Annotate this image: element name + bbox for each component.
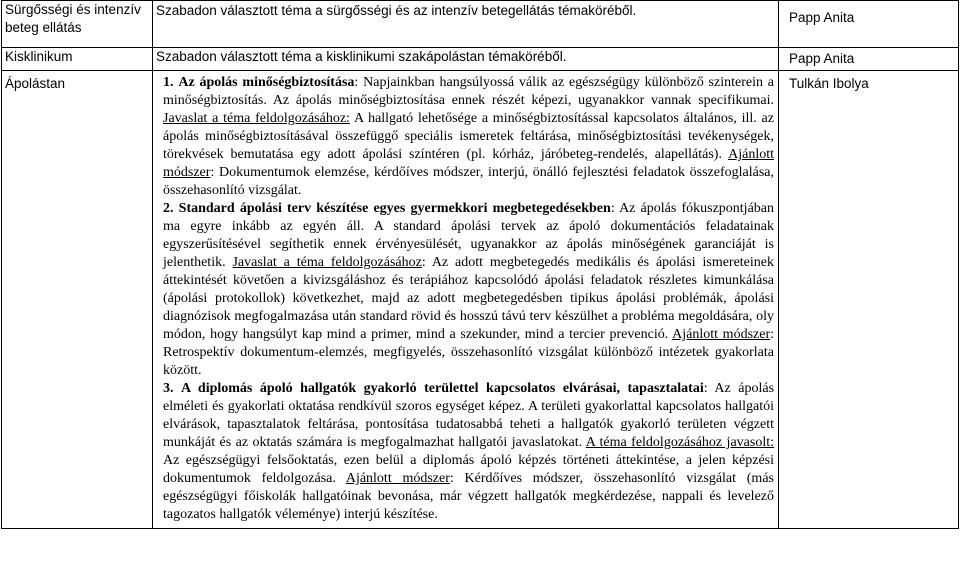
topic-title: Standard ápolási terv készítése egyes gyermekkori megbetegedésekben [178, 201, 611, 216]
method-label: Ajánlott módszer [345, 471, 450, 486]
topic-cell: Szabadon választott téma a sürgősségi és az intenzív betegellátás témaköréből. [153, 1, 779, 48]
method-label: Ajánlott módszer [672, 327, 771, 342]
suggestion-text: A hallgató lehetősége a minőségbiztosítással kapcsolatos általános, ill. az ápolás minőségbiztosításával összefüggő speciális ismeretek feltárása, minőségbiztosítási tevékenységek, törekvések bemutatása egy adott ápolási színtéren (pl. kórház, járóbeteg-rendelés, alapellátás). [163, 111, 774, 162]
table-row [2, 71, 959, 529]
category-cell: Sürgősségi és intenzív beteg ellátás [2, 1, 153, 48]
topic-details-cell [153, 71, 779, 529]
table-row [2, 1, 959, 48]
method-text: : Dokumentumok elemzése, kérdőíves módszer, interjú, önálló fejlesztési feladatok összefoglalása, összehasonlító vizsgálat. [163, 165, 774, 198]
topic-title: A diplomás ápoló hallgatók gyakorló területtel kapcsolatos elvárásai, tapasztalatai [181, 381, 704, 396]
teacher-cell: Papp Anita [779, 1, 959, 48]
method-text: : Retrospektív dokumentum-elemzés, megfigyelés, összehasonlító vizsgálat különböző intézetek gyakorlata között. [163, 327, 775, 378]
thesis-topics-table [1, 0, 959, 529]
teacher-cell: Papp Anita [779, 48, 959, 71]
topic-intro: : Az ápolás fókuszpontjában ma egyre inkább az egyén áll. A standard ápolási tervek az ápoló dokumentációs feladatainak egyszerűsítésével segíthetik ennek érvényesülését, ugyanakkor az ápolás minőségének garanciáját is jelenthetik. [163, 201, 774, 270]
suggestion-text: : Az adott megbetegedés medikális és ápolási ismereteinek áttekintését követően a kivizsgáláshoz és terápiához kapcsolódó ápolási feladatok részletes kimunkálása (ápolási protokollok) következhet, majd az adott megbetegedésben tipikus ápolási problémák, ápolási diagnózisok megfogalmazása után standard rövid és hosszú távú terv készülhet a probléma megoldására, oly módon, hogy hangsúlyt kap mind a primer, mind a szekunder, mind a tercier prevenció. [163, 255, 775, 342]
method-label: Ajánlott módszer [163, 147, 774, 180]
topic-number: 1. [163, 75, 174, 90]
topic-number: 3. [163, 381, 174, 396]
method-text: : Kérdőíves módszer, összehasonlító vizsgálat (más egészségügyi főiskolák hallgatóinak bevonása, már végzett hallgatók megkérdezése, nappali és levelező tagozatos hallgatók véleménye) interjú készítése. [163, 471, 774, 522]
topic-item [163, 200, 774, 380]
topic-title: Az ápolás minőségbiztosítása [178, 75, 355, 90]
topic-item [163, 380, 774, 524]
topic-number: 2. [163, 201, 174, 216]
table-row [2, 48, 959, 71]
topic-intro: : Napjainkban hangsúlyossá válik az egészségügy különböző szinterein a minőségbiztosítás. Az ápolás minőségbiztosítása ennek részét képezi, ugyanakkor vannak specifikumai. [163, 75, 774, 108]
topic-cell: Szabadon választott téma a kisklinikumi szakápolástan témaköréből. [153, 48, 779, 71]
category-cell: Kisklinikum [2, 48, 153, 71]
suggestion-text: Az egészségügyi felsőoktatás, ezen belül a diplomás ápoló képzés történeti áttekintése, a jelen képzési dokumentumok feldolgozása. [163, 453, 774, 486]
suggestion-label: Javaslat a téma feldolgozásához [232, 255, 422, 270]
category-cell: Ápolástan [2, 71, 153, 529]
topic-item [163, 74, 774, 200]
teacher-cell: Tulkán Ibolya [779, 71, 959, 529]
suggestion-label: A téma feldolgozásához javasolt: [585, 435, 774, 450]
topic-intro: : Az ápolás elméleti és gyakorlati oktatása rendkívül szoros egységet képez. A területi gyakorlattal kapcsolatos hallgatói elvárások, tapasztalatok feltárása, pontosítása tudatosabbá teheti a hallgatók gyakorló területen végzett munkáját és az oktatás számára is megfogalmazhat hallgatói javaslatokat. [163, 381, 775, 450]
suggestion-label: Javaslat a téma feldolgozásához: [163, 111, 350, 126]
